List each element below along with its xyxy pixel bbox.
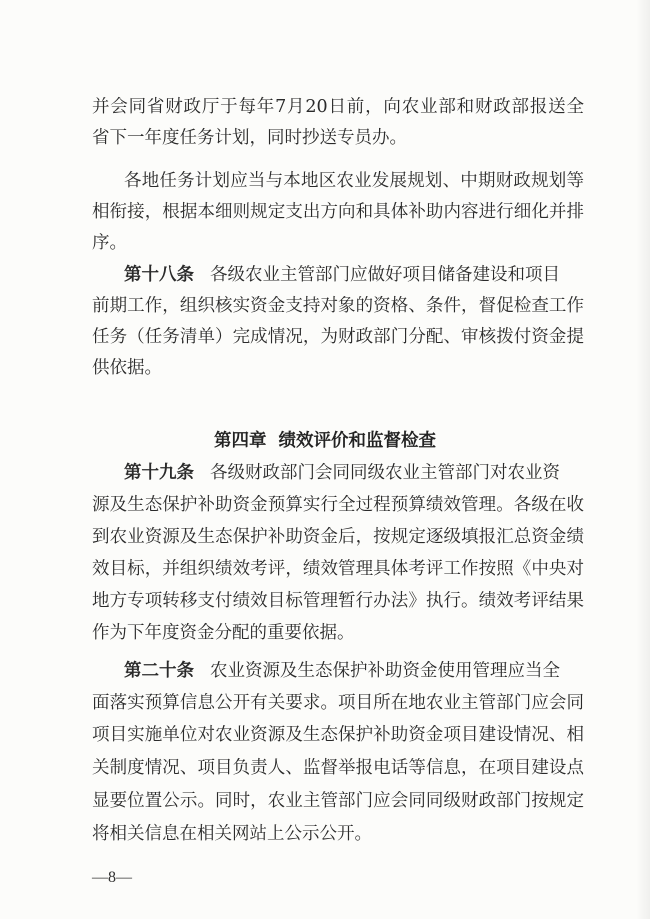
article-18-number: 第十八条 bbox=[124, 265, 194, 285]
article-20-line-4: 关制度情况、项目负责人、监督举报电话等信息，在项目建设点 bbox=[92, 758, 584, 778]
intro-line-2: 省下一年度任务计划，同时抄送专员办。 bbox=[92, 128, 407, 148]
article-19-number: 第十九条 bbox=[124, 463, 194, 483]
chapter-heading bbox=[0, 430, 650, 452]
article-19-line-4: 效目标，并组织绩效考评，绩效管理具体考评工作按照《中央对 bbox=[92, 559, 584, 579]
article-20-line-1 bbox=[124, 660, 584, 682]
article-18-line-3: 任务（任务清单）完成情况，为财政部门分配、审核拨付资金提 bbox=[92, 327, 584, 347]
article-20-number: 第二十条 bbox=[124, 661, 194, 681]
article-20-line-6: 将相关信息在相关网站上公示公开。 bbox=[92, 824, 372, 844]
article-19-line-1 bbox=[124, 462, 584, 484]
page-number: —8— bbox=[92, 869, 132, 886]
article-18-line-4: 供依据。 bbox=[92, 358, 162, 378]
para2-line-1: 各地任务计划应当与本地区农业发展规划、中期财政规划等 bbox=[124, 171, 584, 191]
article-20-text-1: 农业资源及生态保护补助资金使用管理应当全 bbox=[210, 661, 560, 681]
para2-line-2: 相衔接，根据本细则规定支出方向和具体补助内容进行细化并排 bbox=[92, 202, 584, 222]
chapter-title: 绩效评价和监督检查 bbox=[278, 431, 436, 451]
article-18-text-1: 各级农业主管部门应做好项目储备建设和项目 bbox=[210, 265, 560, 285]
article-19-line-6: 作为下年度资金分配的重要依据。 bbox=[92, 623, 355, 643]
article-19-line-3: 到农业资源及生态保护补助资金后，按规定逐级填报汇总资金绩 bbox=[92, 527, 584, 547]
article-19-line-5: 地方专项转移支付绩效目标管理暂行办法》执行。绩效考评结果 bbox=[92, 591, 584, 611]
intro-line-1: 并会同省财政厅于每年7月20日前，向农业部和财政部报送全 bbox=[92, 97, 584, 117]
article-20-line-2: 面落实预算信息公开有关要求。项目所在地农业主管部门应会同 bbox=[92, 693, 584, 713]
article-19-line-2: 源及生态保护补助资金预算实行全过程预算绩效管理。各级在收 bbox=[92, 495, 584, 515]
article-19-text-1: 各级财政部门会同同级农业主管部门对农业资 bbox=[210, 463, 560, 483]
article-20-line-5: 显要位置公示。同时，农业主管部门应会同同级财政部门按规定 bbox=[92, 791, 584, 811]
chapter-number: 第四章 bbox=[214, 431, 267, 451]
article-20-line-3: 项目实施单位对农业资源及生态保护补助资金项目建设情况、相 bbox=[92, 725, 584, 745]
article-18-line-1 bbox=[124, 264, 584, 286]
page-edge-shadow bbox=[636, 0, 650, 919]
article-18-line-2: 前期工作，组织核实资金支持对象的资格、条件，督促检查工作 bbox=[92, 296, 584, 316]
para2-line-3: 序。 bbox=[92, 233, 127, 253]
